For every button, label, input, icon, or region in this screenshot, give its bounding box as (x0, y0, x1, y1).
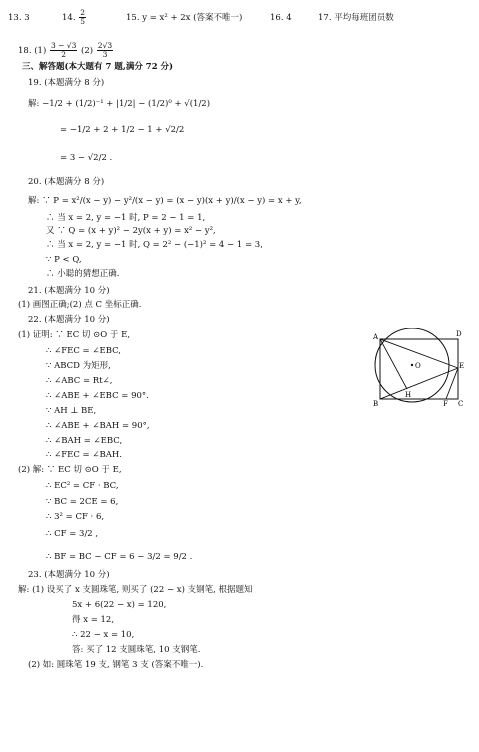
q23-line-4: ∴ 22 − x = 10, (72, 630, 135, 640)
q22-p2-line-2: ∴ EC² = CF · BC, (46, 481, 119, 491)
q22-p2-line-4: ∴ 3² = CF · 6, (46, 512, 105, 522)
q21-title: 21. (本题满分 10 分) (28, 286, 110, 296)
q19-line-1: 解: −1/2 + (1/2)⁻¹ + |1/2| − (1/2)⁰ + √(1/2) (28, 99, 211, 109)
q20-title: 20. (本题满分 8 分) (28, 177, 105, 187)
q22-p1-line-6: ∵ AH ⊥ BE, (46, 406, 97, 416)
q14-fraction (79, 9, 86, 26)
label-f: F (443, 400, 448, 408)
q18-f2-numerator: 2√3 (97, 41, 113, 50)
q22-p2-line-3: ∵ BC = 2CE = 6, (46, 497, 119, 507)
q22-p1-line-5: ∴ ∠ABE + ∠EBC = 90°. (46, 391, 149, 401)
q20-line-4: ∴ 当 x = 2, y = −1 时, Q = 2² − (−1)² = 4 − 1 = 3, (46, 240, 263, 250)
q18-fraction-1 (50, 42, 77, 59)
q23-line-2: 5x + 6(22 − x) = 120, (72, 600, 167, 610)
q14-denominator: 5 (80, 17, 86, 26)
q23-line-3: 得 x = 12, (72, 615, 115, 625)
answer-q15: 15. y = x² + 2x (答案不唯一) (126, 13, 243, 23)
answer-q17: 17. 平均每班团员数 (318, 13, 394, 23)
label-d: D (456, 330, 462, 338)
label-o: O (415, 362, 421, 370)
q23-line-6: (2) 如: 圆珠笔 19 支, 钢笔 3 支 (答案不唯一). (28, 660, 204, 670)
answer-q14 (62, 9, 87, 26)
section-3-heading: 三、解答题(本大题有 7 题,满分 72 分) (22, 62, 174, 72)
line-ah (380, 339, 407, 389)
q22-title: 22. (本题满分 10 分) (28, 315, 110, 325)
q20-line-2: ∴ 当 x = 2, y = −1 时, P = 2 − 1 = 1, (46, 213, 206, 223)
answer-q16: 16. 4 (270, 13, 292, 23)
q22-p2-line-1: (2) 解: ∵ EC 切 ⊙O 于 E, (18, 465, 122, 475)
q22-p1-line-2: ∴ ∠FEC = ∠EBC, (46, 346, 121, 356)
q22-p1-line-1: (1) 证明: ∵ EC 切 ⊙O 于 E, (18, 330, 131, 340)
q20-line-6: ∴ 小聪的猜想正确. (46, 269, 120, 279)
q18-sep: (2) (81, 46, 94, 56)
q19-line-2: = −1/2 + 2 + 1/2 − 1 + √2/2 (60, 125, 185, 135)
q19-line-3: = 3 − √2/2 . (60, 153, 113, 163)
answer-q13: 13. 3 (8, 13, 30, 23)
label-c: C (458, 400, 464, 408)
q20-line-1: 解: ∵ P = x²/(x − y) − y²/(x − y) = (x − y)(x + y)/(x − y) = x + y, (28, 196, 302, 206)
q22-p1-line-7: ∴ ∠ABE + ∠BAH = 90°, (46, 421, 150, 431)
q18-fraction-2 (97, 42, 113, 59)
q22-p2-line-5: ∴ CF = 3/2 , (46, 529, 99, 539)
q22-p2-line-6: ∴ BF = BC − CF = 6 − 3/2 = 9/2 . (46, 552, 193, 562)
line-be (380, 368, 458, 399)
q18-label: 18. (1) (18, 46, 47, 56)
q18-f2-denominator: 3 (102, 50, 108, 59)
label-a: A (373, 333, 379, 341)
label-h: H (405, 391, 412, 399)
q18-f1-numerator: 3 − √3 (50, 41, 77, 50)
q21-line-1: (1) 画图正确;(2) 点 C 坐标正确. (18, 300, 142, 310)
q14-number: 14. (62, 13, 76, 23)
center-dot (411, 364, 413, 366)
q22-p1-line-9: ∴ ∠FEC = ∠BAH. (46, 450, 122, 460)
q19-title: 19. (本题满分 8 分) (28, 78, 105, 88)
q22-p1-line-8: ∴ ∠BAH = ∠EBC, (46, 436, 123, 446)
q23-line-1: 解: (1) 设买了 x 支圆珠笔, 则买了 (22 − x) 支钢笔, 根据题知 (18, 585, 253, 595)
q20-line-5: ∵ P < Q, (46, 255, 82, 265)
label-e: E (459, 362, 465, 370)
q23-line-5: 答: 买了 12 支圆珠笔, 10 支钢笔. (72, 645, 201, 655)
q20-line-3: 又 ∵ Q = (x + y)² − 2y(x + y) = x² − y², (46, 226, 216, 236)
label-b: B (373, 400, 379, 408)
q22-p1-line-3: ∵ ABCD 为矩形, (46, 361, 111, 371)
q23-title: 23. (本题满分 10 分) (28, 570, 110, 580)
q14-numerator: 2 (80, 8, 86, 17)
q22-p1-line-4: ∴ ∠ABC = Rt∠, (46, 376, 113, 386)
answer-q18 (18, 42, 114, 59)
q22-geometry-figure (372, 328, 466, 408)
q18-f1-denominator: 2 (61, 50, 67, 59)
